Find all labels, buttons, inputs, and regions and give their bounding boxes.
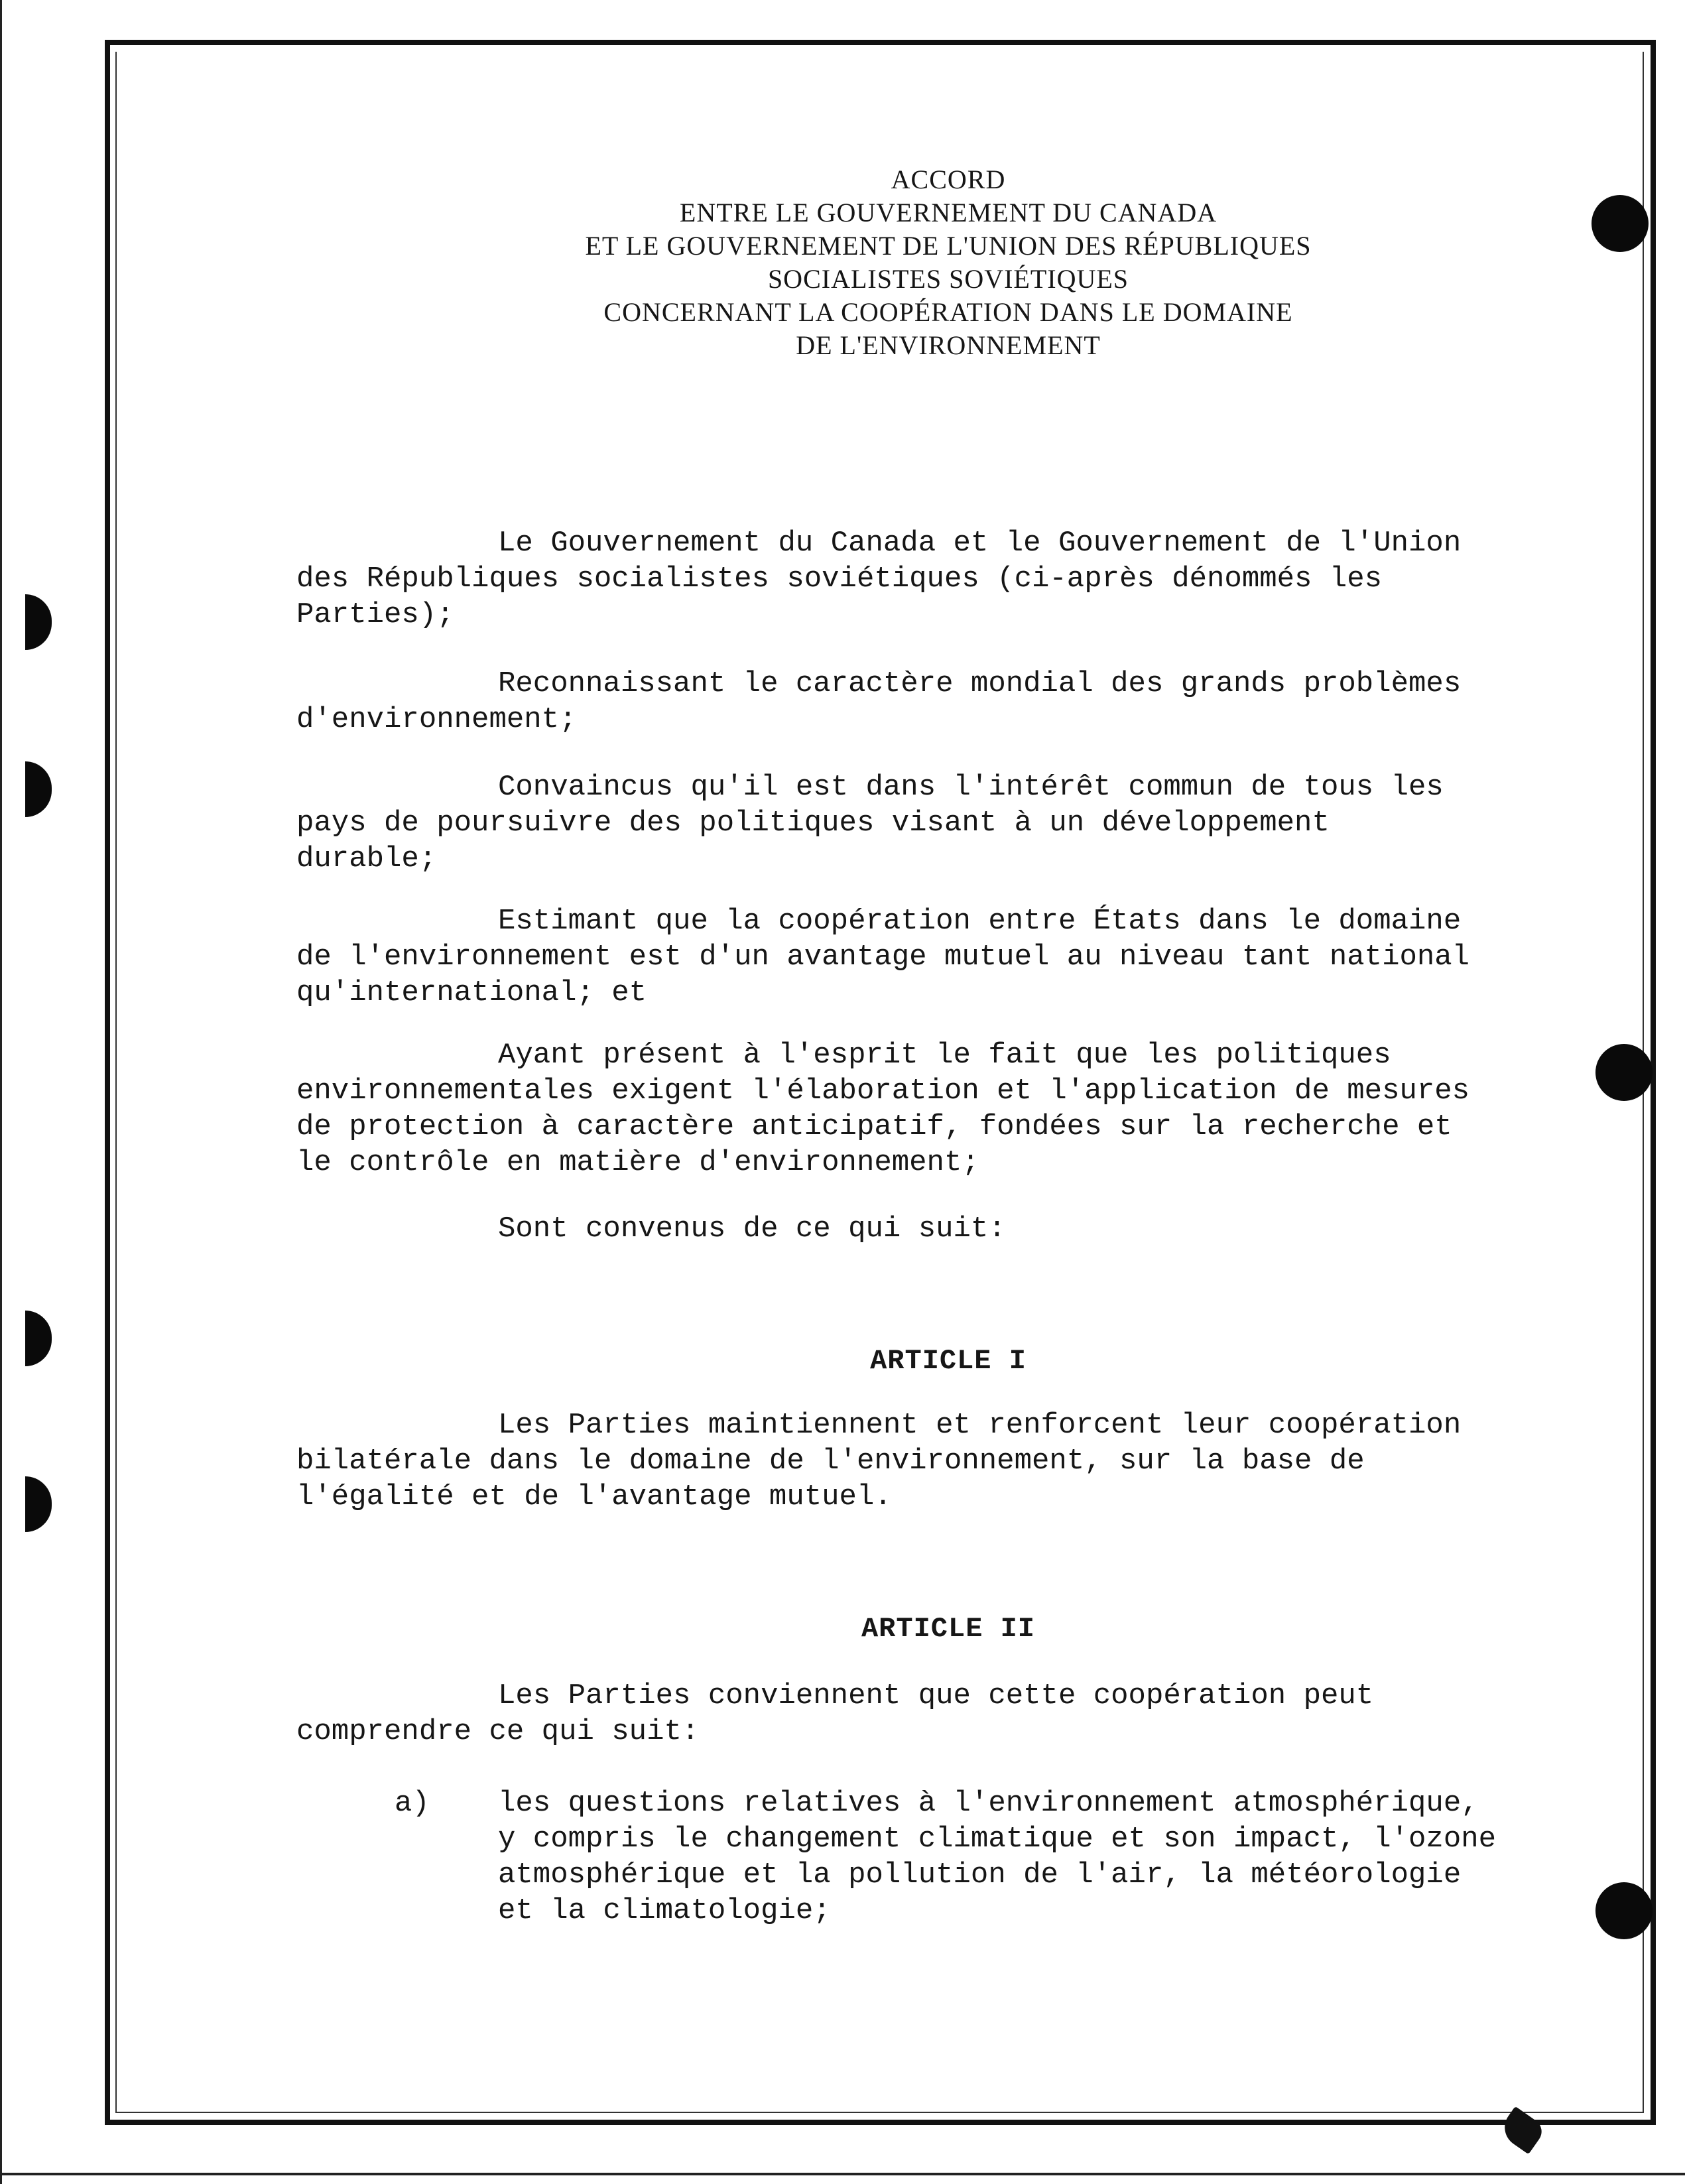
text-line: Ayant présent à l'esprit le fait que les politiques: [498, 1039, 1391, 1072]
text-line: atmosphérique et la pollution de l'air, la météorologie: [498, 1858, 1462, 1892]
text-line: bilatérale dans le domaine de l'environnement, sur la base de: [296, 1445, 1365, 1478]
text-line: durable;: [296, 842, 437, 875]
text-line: Parties);: [296, 598, 454, 631]
text-line: des Républiques socialistes soviétiques (ci-après dénommés les: [296, 562, 1383, 596]
text-line: environnementales exigent l'élaboration et l'application de mesures: [296, 1074, 1470, 1108]
punch-hole-bottom-right: [1595, 1882, 1653, 1939]
punch-hole-mid-right: [1595, 1044, 1653, 1101]
text-line: y compris le changement climatique et son impact, l'ozone: [498, 1823, 1497, 1856]
text-line: Les Parties maintiennent et renforcent leur coopération: [498, 1409, 1462, 1442]
text-line: Les Parties conviennent que cette coopération peut: [498, 1679, 1374, 1712]
text-line: Convaincus qu'il est dans l'intérêt commun de tous les: [498, 771, 1444, 804]
preamble-paragraph-3: [296, 769, 1600, 877]
punch-hole-left-1: [25, 594, 52, 650]
text-line: comprendre ce qui suit:: [296, 1715, 700, 1748]
preamble-paragraph-4: [296, 903, 1600, 1011]
title-line: ENTRE LE GOUVERNEMENT DU CANADA: [679, 198, 1217, 227]
text-line: pays de poursuivre des politiques visant à un développement: [296, 806, 1330, 840]
text-line: Reconnaissant le caractère mondial des grands problèmes: [498, 667, 1462, 700]
article-1-body: [296, 1407, 1600, 1515]
list-marker: a): [395, 1787, 430, 1820]
text-line: le contrôle en matière d'environnement;: [296, 1146, 979, 1179]
title-line: ACCORD: [891, 164, 1006, 194]
preamble-paragraph-2: [296, 666, 1600, 738]
preamble-paragraph-1: [296, 525, 1600, 633]
punch-hole-left-3: [25, 1311, 52, 1366]
punch-hole-left-4: [25, 1476, 52, 1532]
scan-left-edge: [0, 0, 2, 2184]
preamble-paragraph-5: [296, 1037, 1600, 1181]
title-line: ET LE GOUVERNEMENT DE L'UNION DES RÉPUBLIQUES: [585, 231, 1312, 261]
text-line: et la climatologie;: [498, 1894, 831, 1927]
preamble-paragraph-6: [296, 1211, 1600, 1247]
document-title: [424, 163, 1472, 362]
article-2-heading: ARTICLE II: [861, 1613, 1036, 1645]
text-line: Sont convenus de ce qui suit:: [498, 1212, 1006, 1246]
text-line: qu'international; et: [296, 976, 647, 1009]
punch-hole-top-right: [1591, 195, 1649, 252]
text-line: d'environnement;: [296, 703, 577, 736]
scan-bottom-edge: [0, 2173, 1685, 2175]
title-line: CONCERNANT LA COOPÉRATION DANS LE DOMAINE: [603, 297, 1293, 327]
title-line: DE L'ENVIRONNEMENT: [796, 330, 1101, 360]
title-line: SOCIALISTES SOVIÉTIQUES: [767, 264, 1129, 294]
text-line: l'égalité et de l'avantage mutuel.: [296, 1480, 892, 1513]
text-line: les questions relatives à l'environnement atmosphérique,: [498, 1787, 1479, 1820]
list-item-a: [296, 1785, 1600, 1929]
text-line: Estimant que la coopération entre États dans le domaine: [498, 905, 1462, 938]
article-1-heading: ARTICLE I: [870, 1345, 1027, 1377]
article-2-body: [296, 1678, 1600, 1750]
text-line: de l'environnement est d'un avantage mutuel au niveau tant national: [296, 940, 1470, 974]
punch-hole-left-2: [25, 761, 52, 817]
text-line: de protection à caractère anticipatif, fondées sur la recherche et: [296, 1110, 1452, 1143]
text-line: Le Gouvernement du Canada et le Gouvernement de l'Union: [498, 527, 1462, 560]
